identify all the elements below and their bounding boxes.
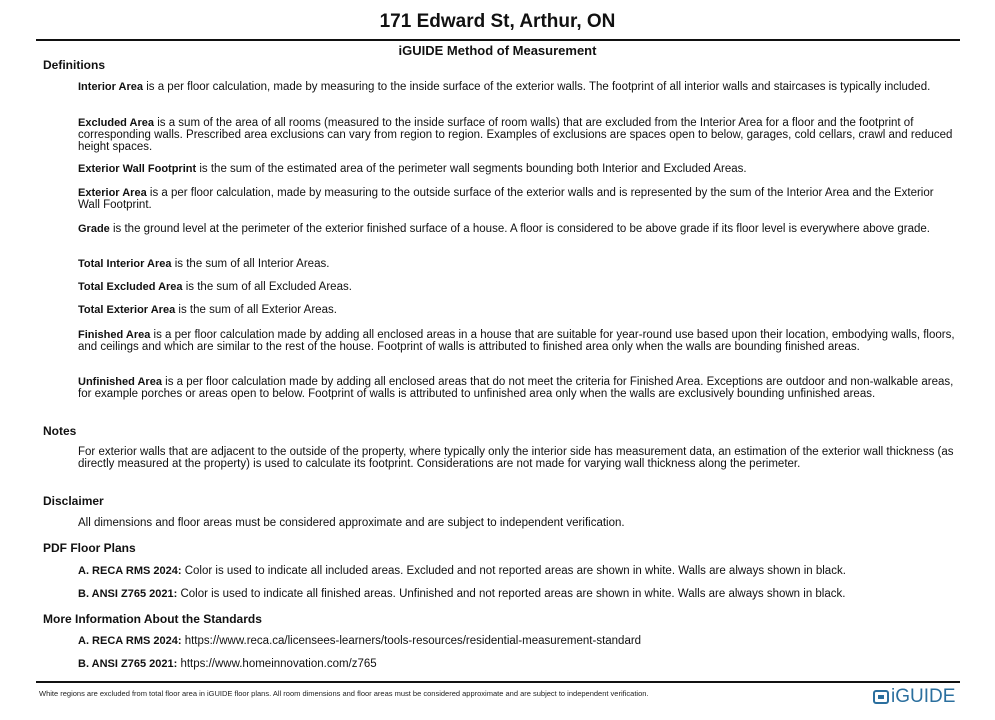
definition-exterior-area — [78, 188, 958, 212]
definition-text: is a per floor calculation, made by measuring to the outside surface of the exterior walls and is represented by the sum of the Interior Area and the Exterior Wall Footprint. — [78, 187, 934, 211]
definition-text: is the sum of the estimated area of the perimeter wall segments bounding both Interior and Excluded Areas. — [196, 163, 747, 175]
definition-text: is the sum of all Excluded Areas. — [182, 281, 352, 293]
disclaimer-text: All dimensions and floor areas must be considered approximate and are subject to independent verification. — [78, 517, 625, 529]
definition-text: is a per floor calculation, made by measuring to the inside surface of the exterior walls. The footprint of all interior walls and staircases is typically included. — [143, 81, 931, 93]
header-divider — [36, 39, 960, 41]
more-info-heading: More Information About the Standards — [43, 612, 262, 626]
definitions-heading: Definitions — [43, 58, 105, 72]
definition-total-exterior-area — [78, 305, 958, 317]
definition-term: Exterior Area — [78, 187, 147, 199]
definition-text: is a per floor calculation made by adding all enclosed areas in a house that are suitable for year-round use based upon their location, embodying walls, floors, and ceilings and which are similar to the rest of the house. Footprint of walls is attributed to finished area only when the walls are bounding finished areas. — [78, 329, 955, 353]
definition-excluded-area — [78, 118, 958, 153]
definition-term: Total Interior Area — [78, 258, 172, 270]
definition-interior-area — [78, 82, 958, 94]
standard-text: Color is used to indicate all included areas. Excluded and not reported areas are shown in white. Walls are always shown in black. — [181, 565, 846, 577]
definition-text: is a sum of the area of all rooms (measured to the inside surface of room walls) that are excluded from the Interior Area for a floor and the footprint of corresponding walls. Prescribed area exclusions can vary from region to region. Examples of exclusions are spaces open to below, garages, cold cellars, crawl and reduced height spaces. — [78, 117, 953, 153]
iguide-logo — [873, 685, 955, 709]
definition-total-excluded-area — [78, 282, 958, 294]
logo-text: iGUIDE — [891, 686, 956, 707]
more-info-ansi — [78, 659, 958, 671]
definition-term: Total Exterior Area — [78, 304, 176, 316]
standard-term: B. ANSI Z765 2021: — [78, 588, 178, 600]
definition-text: is the ground level at the perimeter of the exterior finished surface of a house. A floor is considered to be above grade if its floor level is everywhere above grade. — [109, 223, 930, 235]
standard-link[interactable]: https://www.homeinnovation.com/z765 — [177, 658, 377, 670]
iguide-logo-icon — [873, 689, 889, 705]
definition-grade — [78, 224, 958, 236]
definition-total-interior-area — [78, 259, 958, 271]
definition-term: Exterior Wall Footprint — [78, 163, 197, 175]
more-info-reca — [78, 636, 958, 648]
definition-text: is a per floor calculation made by adding all enclosed areas that do not meet the criteria for Finished Area. Exceptions are outdoor and non-walkable areas, for example porches or areas open to below. Footprint of walls is attributed to unfinished area only when the walls are exclusively bounding unfinished areas. — [78, 376, 954, 400]
standard-link[interactable]: https://www.reca.ca/licensees-learners/tools-resources/residential-measurement-standard — [181, 635, 642, 647]
notes-heading: Notes — [43, 424, 77, 438]
notes-text: For exterior walls that are adjacent to the outside of the property, where typically only the interior side has measurement data, an estimation of the exterior wall thickness (as directly measured at the property) is used to calculate its footprint. Considerations are not made for varying wall thickness along the perimeter. — [78, 446, 954, 470]
definition-term: Total Excluded Area — [78, 281, 183, 293]
standard-term: A. RECA RMS 2024: — [78, 565, 182, 577]
definition-finished-area — [78, 330, 958, 354]
definition-term: Grade — [78, 223, 110, 235]
definition-term: Excluded Area — [78, 117, 155, 129]
definition-text: is the sum of all Interior Areas. — [171, 258, 330, 270]
standard-term: B. ANSI Z765 2021: — [78, 658, 178, 670]
disclaimer-heading: Disclaimer — [43, 494, 104, 508]
pdf-floor-plan-reca — [78, 566, 958, 578]
page-subtitle: iGUIDE Method of Measurement — [398, 43, 597, 58]
footer-divider — [36, 681, 960, 683]
pdf-floor-plan-ansi — [78, 589, 958, 601]
standard-term: A. RECA RMS 2024: — [78, 635, 182, 647]
page-title: 171 Edward St, Arthur, ON — [379, 11, 616, 32]
definition-exterior-wall-footprint — [78, 164, 958, 176]
standard-text: Color is used to indicate all finished areas. Unfinished and not reported areas are shown in white. Walls are always shown in black. — [177, 588, 846, 600]
definition-unfinished-area — [78, 377, 958, 401]
definition-term: Finished Area — [78, 329, 151, 341]
definition-term: Unfinished Area — [78, 376, 162, 388]
definition-term: Interior Area — [78, 81, 144, 93]
definition-text: is the sum of all Exterior Areas. — [175, 304, 337, 316]
pdf-floor-plans-heading: PDF Floor Plans — [43, 541, 136, 555]
footer-note: White regions are excluded from total floor area in iGUIDE floor plans. All room dimensions and floor areas must be considered approximate and are subject to independent verification. — [39, 689, 649, 698]
